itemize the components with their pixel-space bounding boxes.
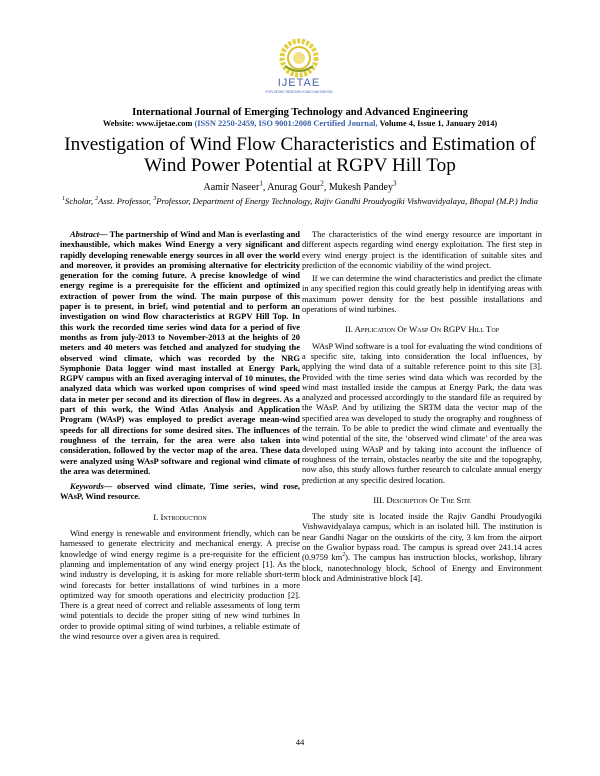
author-separator: , (323, 182, 329, 193)
author-separator: , (262, 182, 268, 193)
website-label: Website: www.ijetae.com (102, 119, 193, 128)
author-name: Aamir Naseer (203, 182, 260, 193)
intro-paragraph-1: Wind energy is renewable and environment friendly, which can be harnessed to generate electricity and mechanical energy. A precise knowledge of wind energy regime is a pre-requisite for the efficient planning and implementation of any wind energy project [1]. As the wind industry is developing, it is asking for more reliable short-term wind forecasts for better installations of wind turbines in a more optimized way for smooth operations and electricity production [2]. There is a great need of correct and reliable assessments of long term wind potentials to decide the proper siting of new wind turbines In order to provide optimal siting of wind turbines, a reliable estimate of the wind resource over a given area is required. (60, 528, 300, 641)
logo-tagline: EXPLORING RESEARCH AND INNOVATION (265, 90, 333, 94)
title-line-2: Wind Power Potential at RGPV Hill Top (144, 155, 456, 176)
author-sup: 1 (259, 179, 263, 188)
author-sup: 2 (320, 179, 324, 188)
affil-text: Professor, Department of Energy Technology, Rajiv Gandhi Proudyogiki Vishwavidyalaya, Bhopal (M.P.) India (156, 196, 538, 206)
logo-text: IJETAE (277, 77, 321, 89)
left-column (60, 229, 300, 641)
section-heading-introduction: I. Introduction (153, 511, 207, 522)
title-line-1: Investigation of Wind Flow Characteristics and Estimation of (64, 134, 536, 155)
affil-text: Asst. Professor, (98, 196, 154, 206)
journal-name: International Journal of Emerging Technology and Advanced Engineering (132, 107, 468, 118)
site-text-a: The study site is located inside the Rajiv Gandhi Proudyogiki Vishwavidyalaya campus, which is an isolated hill. The institution is near Gandhi Nagar on the outskirts of the city, 3 km from the airport on the Gwalior bypass road. The campus is spread over 241.14 acres (0.9759 km (302, 511, 542, 563)
author-name: Anurag Gour (267, 182, 321, 193)
right-column (302, 229, 542, 583)
volume-issue: Volume 4, Issue 1, January 2014) (379, 119, 498, 128)
affil-text: Scholar, (65, 196, 96, 206)
site-sup: 2 (342, 552, 346, 559)
keywords-lead: Keywords— (70, 481, 113, 492)
page-number: 44 (295, 737, 305, 747)
affil-sup: 1 (62, 196, 66, 203)
wasp-paragraph-1: WAsP Wind software is a tool for evaluating the wind conditions of a specific site, taking into consideration the local influences, by applying the wind data of a suitable reference point to this site [3]. Provided with the time series wind data which was recorded by the wind mast installed inside the campus at Energy Park, the data was analyzed and processed accordingly to the standard file as required by the WAsP. And by utilizing the SRTM data the vector map of the specified area was developed to study the orography and roughness of the terrain. To be able to predict the wind climate and eventually the wind potential of the site, the ‘observed wind climate’ of the area was developed using WAsP and by taking into account the influence of roughness of the terrain, obstacles nearby the site and the topography, now also, this study allows further research to calculate annual energy prediction at any specific desired location. (302, 340, 542, 485)
affiliation (50, 196, 550, 207)
author-sup: 3 (392, 179, 397, 188)
abstract-lead: Abstract— (70, 229, 108, 239)
keywords-text: observed wind climate, Time series, wind rose, WAsP, Wind resource. (60, 481, 300, 502)
keywords (60, 481, 300, 502)
abstract-text: The partnership of Wind and Man is everlasting and inexhaustible, which makes Wind Energy a very significant and rapidly developing renewable energy sources in all over the world and moreover, it provides an promising alternative for electricity generation for the coming future. A precise knowledge of wind energy regime is a prerequisite for the efficient and optimized extraction of power from the wind. The main purpose of this paper is to present, in brief, wind potential and to perform an investigation on wind flow characteristics at RGPV Hill Top. In this work the recorded time series wind data for a period of five months as from july-2013 to November-2013 at the heights of 20 meters and 40 meters was fetched and analyzed for studying the observed wind climate, which was recorded by the NRG Symphonie Data logger wind mast installed at Energy Park, RGPV campus with an fixed averaging interval of 10 minutes, the analyzed data which was worked upon comprises of wind speed data in meter per second and its direction of flow in degrees. As a part of this work, the Wind Atlas Analysis and Application Program (WAsP) was employed to predict average mean-wind speeds for all directions for some desired sites. The influences of roughness of the terrain, for the area were also taken into consideration, followed by the vector map of the area. These data were analyzed using WAsP software and regional wind climate of the area was determined. (60, 229, 300, 476)
paper-title (30, 134, 570, 176)
affil-sup: 2 (95, 196, 99, 203)
site-paragraph-1 (302, 511, 542, 583)
issn-text: (ISSN 2250-2459, ISO 9001:2008 Certified Journal, (194, 119, 378, 128)
intro-paragraph-2: The characteristics of the wind energy resource are important in different aspects regarding wind energy exploitation. The first step in every wind energy project is the identification of suitable sites and prediction of the economic viability of the wind project. (302, 229, 542, 270)
section-heading-site: III. Description Of The Site (373, 494, 471, 505)
intro-paragraph-3: If we can determine the wind characteristics and predict the climate in any specified region this could greatly help in identifying areas with maximum power density for the best possible installations and operations of wind turbines. (302, 273, 542, 315)
journal-website-line (0, 119, 600, 129)
author-list (0, 179, 600, 194)
journal-logo (259, 36, 339, 96)
sunburst-icon (282, 41, 316, 75)
section-heading-wasp: II. Application Of Wasp On RGPV Hill Top (345, 324, 499, 335)
abstract (60, 229, 300, 476)
affil-sup: 3 (153, 196, 157, 203)
author-name: Mukesh Pandey (328, 182, 393, 193)
site-text-b: ). The campus has instruction blocks, workshop, library block, nanotechnology block, School of Energy and Environment block and Administrative block [4]. (302, 552, 543, 583)
